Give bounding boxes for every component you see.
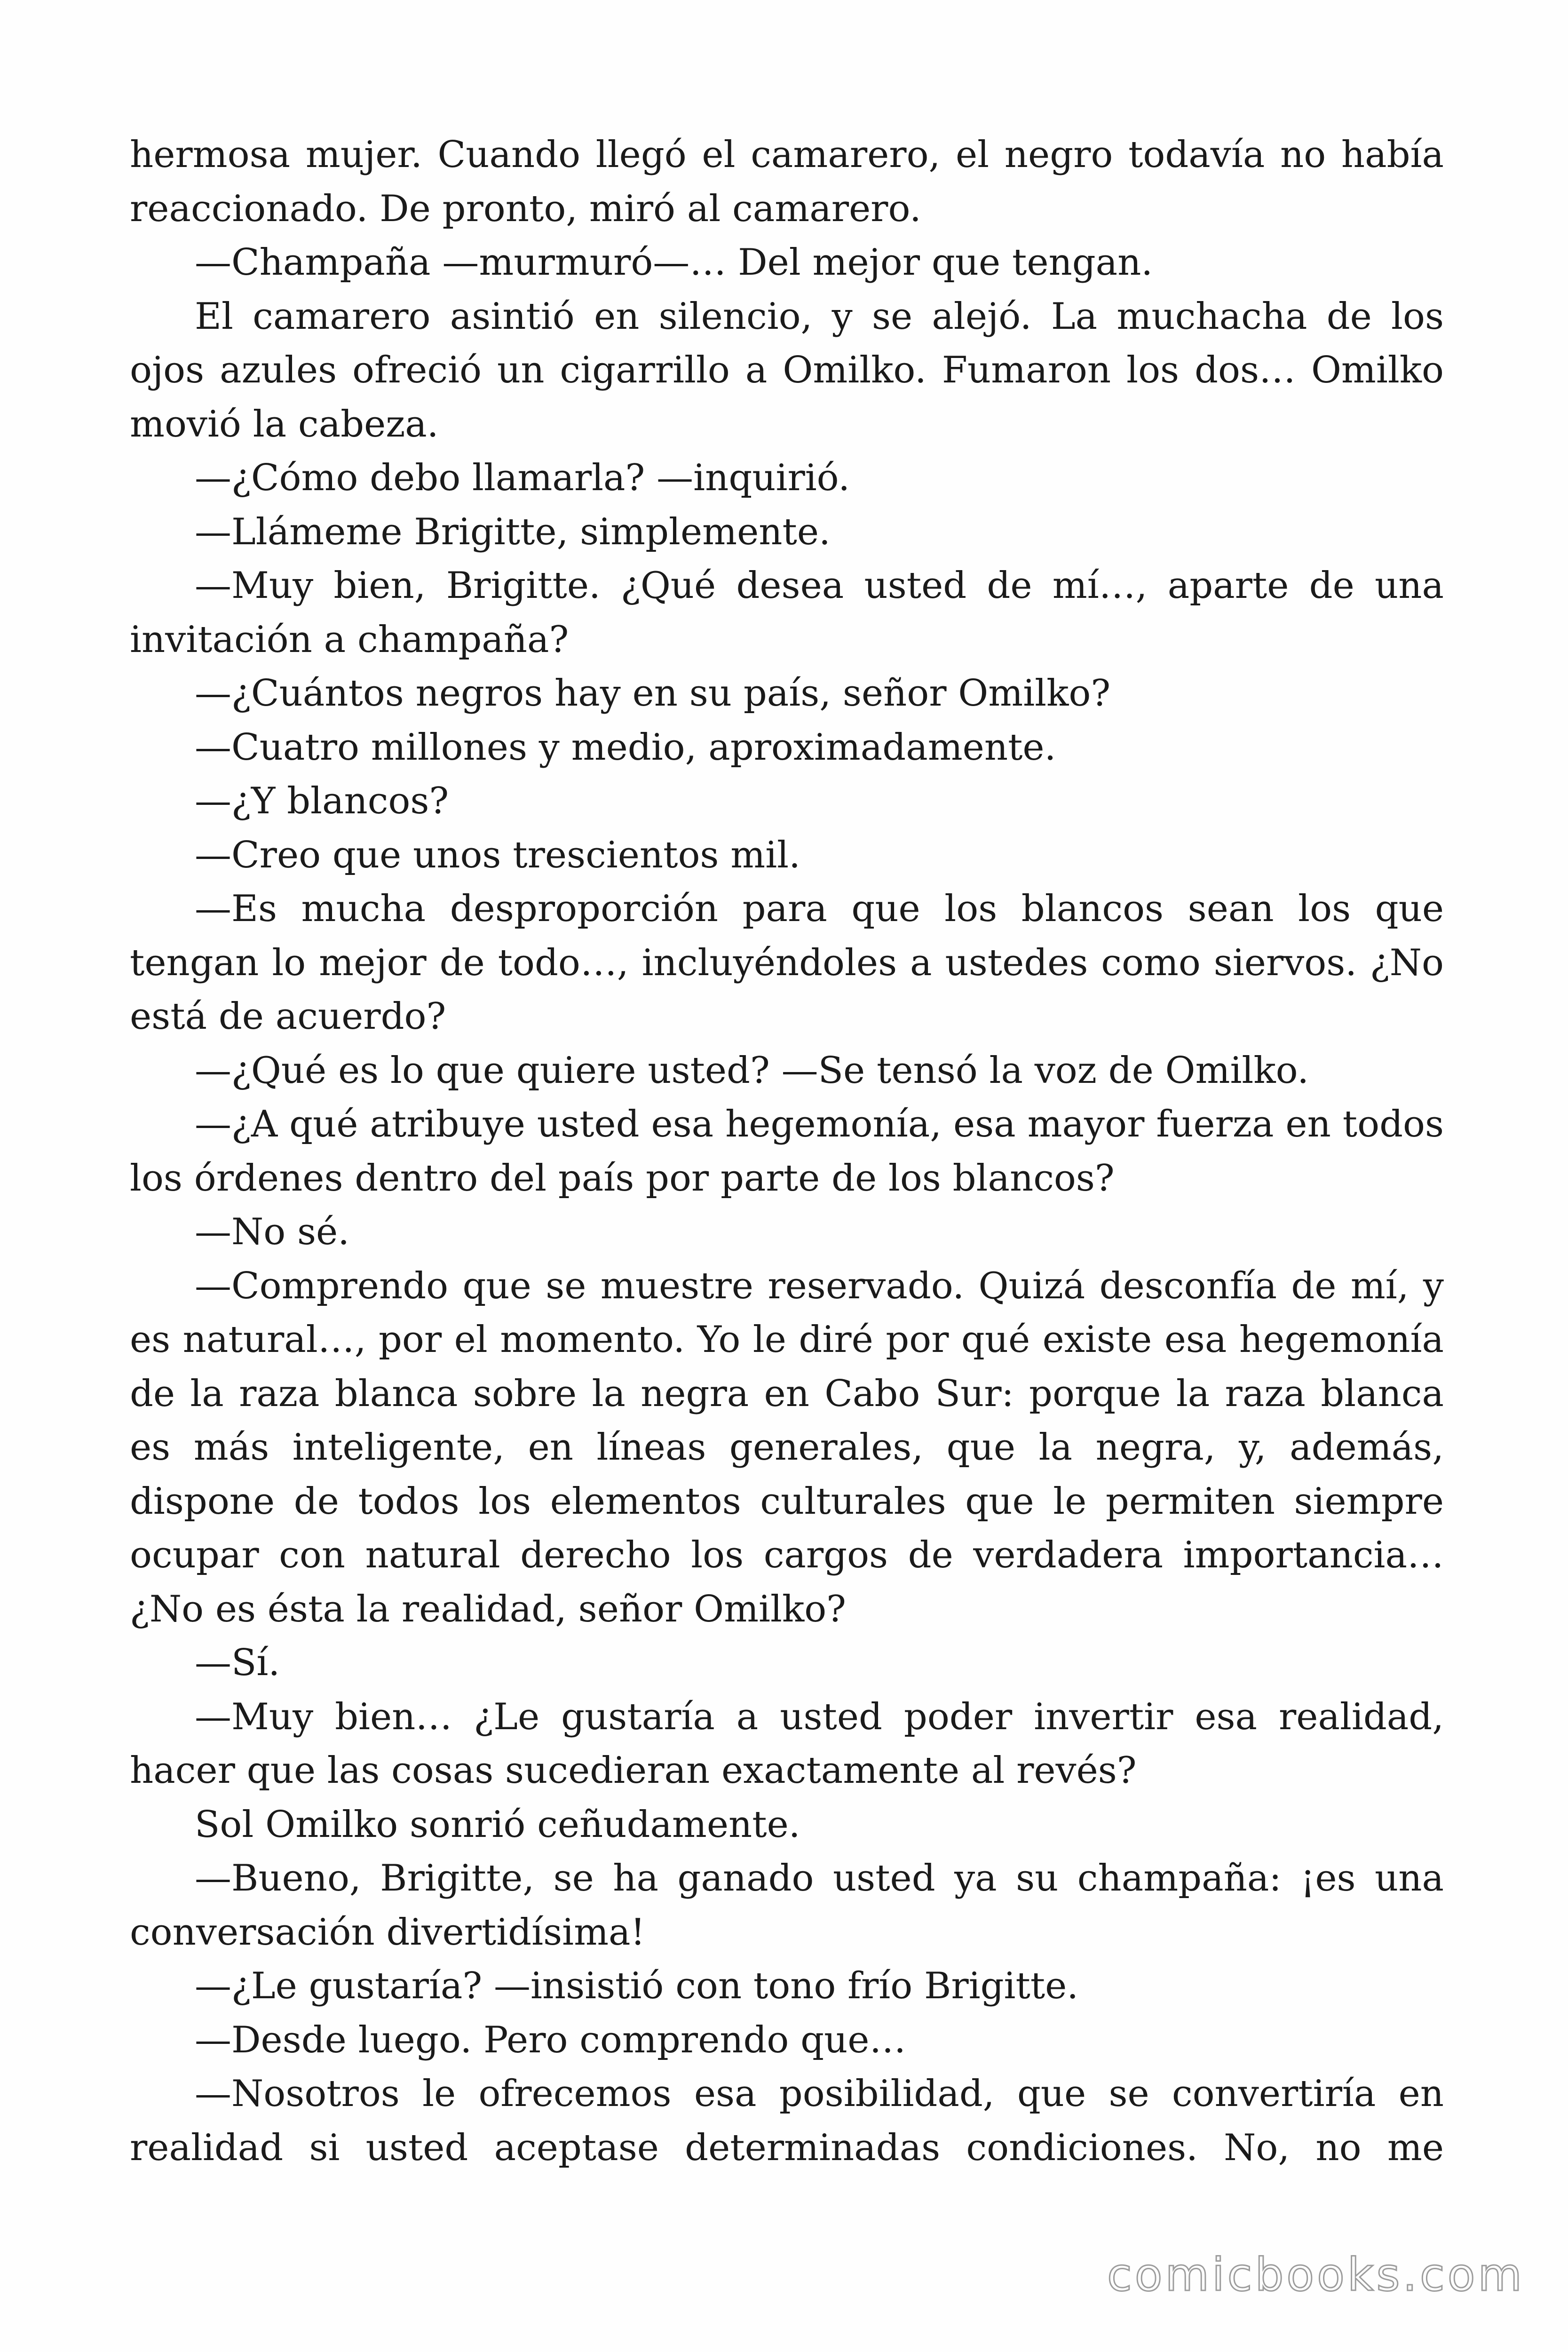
paragraph-dialogue: —No sé. [195,1211,349,1253]
paragraph-dialogue: —Creo que unos trescientos mil. [195,834,800,876]
paragraph-dialogue: —¿Cuántos negros hay en su país, señor Omilko? [195,672,1111,715]
paragraph-dialogue: —Desde luego. Pero comprendo que… [195,2018,906,2061]
paragraph-dialogue: —¿A qué atribuye usted esa hegemonía, esa mayor fuerza en todos los órdenes dentro del país por parte de los blancos? [130,1103,1444,1200]
paragraph-dialogue: —¿Cómo debo llamarla? —inquirió. [195,457,850,499]
paragraph-narration: Sol Omilko sonrió ceñudamente. [195,1803,800,1846]
paragraph-dialogue: —¿Qué es lo que quiere usted? —Se tensó la voz de Omilko. [195,1049,1309,1092]
paragraph-dialogue: —Es mucha desproporción para que los blancos sean los que tengan lo mejor de todo…, incluyéndoles a ustedes como siervos. ¿No está de acuerdo? [130,888,1444,1038]
paragraph-dialogue: —Muy bien… ¿Le gustaría a usted poder invertir esa realidad, hacer que las cosas sucedieran exactamente al revés? [130,1695,1444,1792]
paragraph-dialogue: —Cuatro millones y medio, aproximadamente. [195,726,1056,769]
paragraph-dialogue: —Sí. [195,1642,280,1684]
paragraph-dialogue: —Llámeme Brigitte, simplemente. [195,510,831,553]
paragraph-continuation: hermosa mujer. Cuando llegó el camarero, el negro todavía no había reaccionado. De pronto, miró al camarero. [130,134,1444,230]
paragraph-dialogue: —Champaña —murmuró—… Del mejor que tengan. [195,241,1153,284]
body-text [130,128,1444,2175]
paragraph-narration: El camarero asintió en silencio, y se alejó. La muchacha de los ojos azules ofreció un cigarrillo a Omilko. Fumaron los dos… Omilko movió la cabeza. [130,295,1444,445]
paragraph-dialogue: —Muy bien, Brigitte. ¿Qué desea usted de mí…, aparte de una invitación a champaña? [130,564,1444,661]
paragraph-dialogue: —Comprendo que se muestre reservado. Quizá desconfía de mí, y es natural…, por el momento. Yo le diré por qué existe esa hegemonía de la raza blanca sobre la negra en Cabo Sur: porque la raza blanca es más inteligente, en líneas generales, que la negra, y, además, dispone de todos los elementos culturales que le permiten siempre ocupar con natural derecho los cargos de verdadera importancia… ¿No es ésta la realidad, señor Omilko? [130,1264,1444,1630]
paragraph-dialogue: —¿Le gustaría? —insistió con tono frío Brigitte. [195,1965,1079,2007]
paragraph-dialogue-truncated: —Nosotros le ofrecemos esa posibilidad, que se convertiría en realidad si usted aceptase determinadas condiciones. No, no me [130,2073,1444,2169]
watermark-logo: comicbooks.com [1107,2249,1525,2301]
paragraph-dialogue: —¿Y blancos? [195,780,449,822]
paragraph-dialogue: —Bueno, Brigitte, se ha ganado usted ya su champaña: ¡es una conversación divertidísima! [130,1857,1444,1954]
